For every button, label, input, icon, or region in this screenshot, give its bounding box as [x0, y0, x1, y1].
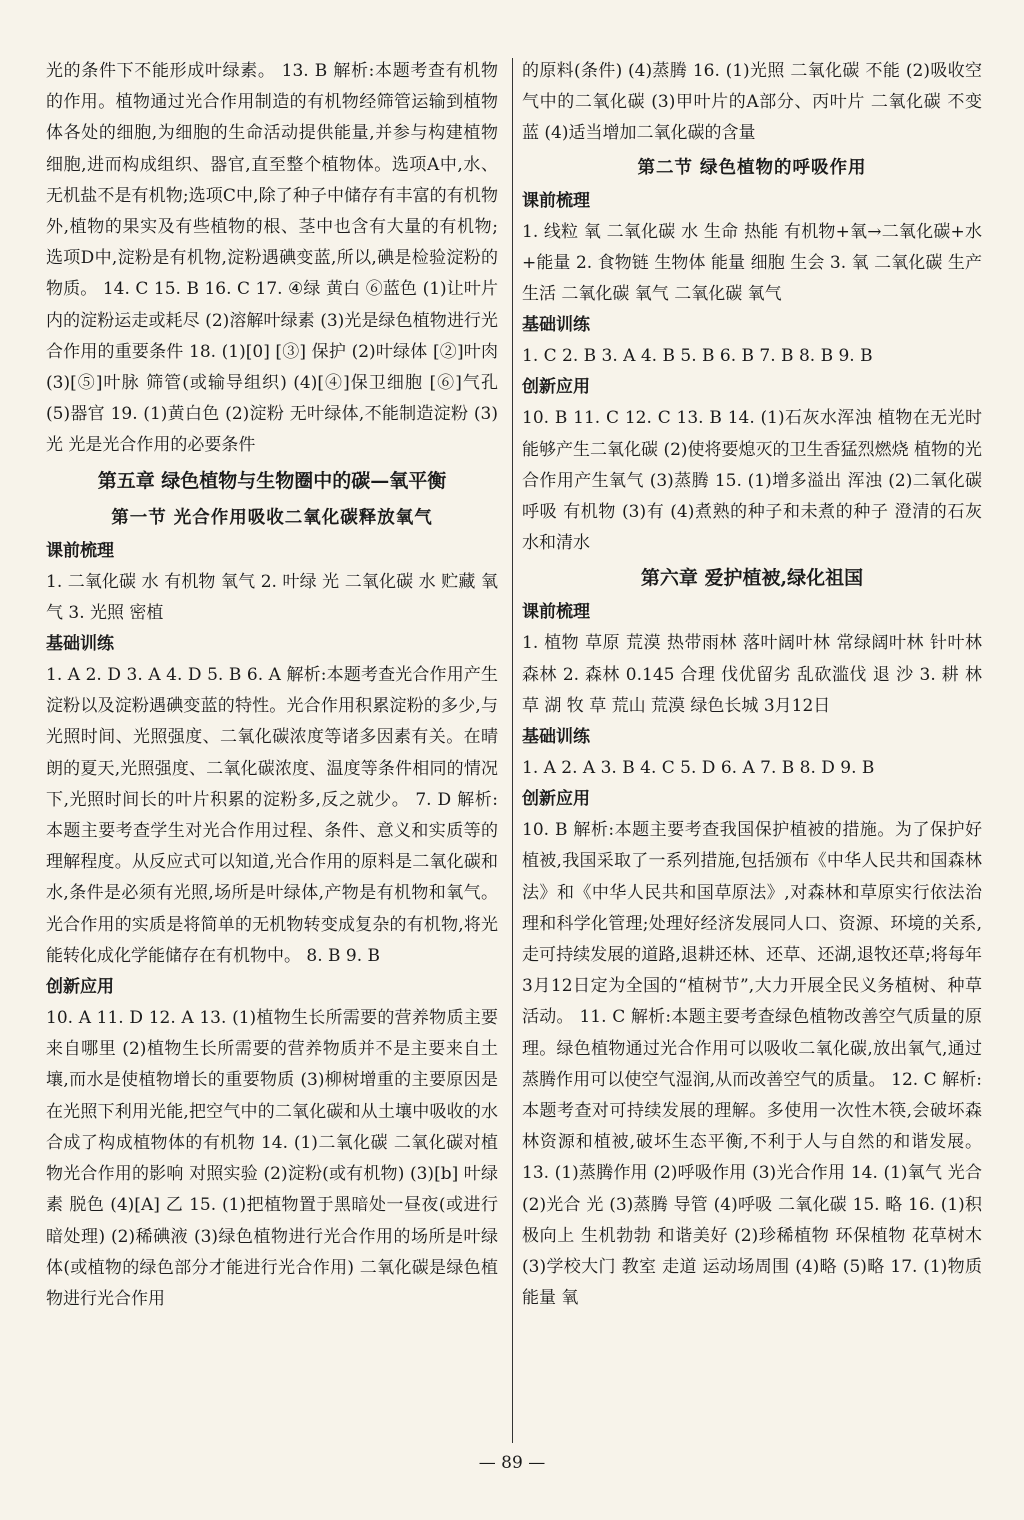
section-heading: 第一节 光合作用吸收二氧化碳释放氧气	[111, 507, 433, 528]
section-heading: 第二节 绿色植物的呼吸作用	[637, 157, 867, 178]
paragraph: 10. B 11. C 12. C 13. B 14. (1)石灰水浑浊 植物在无光时能够产生二氧化碳 (2)使将要熄灭的卫生香猛烈燃烧 植物的光合作用产生氧气 (3)蒸腾 15. (1)增多溢出 浑浊 (2)二氧化碳 呼吸 有机物 (3)有 (4)煮熟的种子和未煮的种子 澄清的石灰水和清水	[522, 408, 982, 554]
paragraph: 10. A 11. D 12. A 13. (1)植物生长所需要的营养物质主要来自哪里 (2)植物生长所需要的营养物质并不是主要来自土壤,而水是使植物增长的重要物质 (3)柳树增重的主要原因是在光照下利用光能,把空气中的二氧化碳和从土壤中吸收的水合成了构成植物体的有机物 14. (1)二氧化碳 二氧化碳对植物光合作用的影响 对照实验 (2)淀粉(或有机物) (3)[b] 叶绿素 脱色 (4)[A] 乙 15. (1)把植物置于黑暗处一昼夜(或进行暗处理) (2)稀碘液 (3)绿色植物进行光合作用的场所是叶绿体(或植物的绿色部分才能进行光合作用) 二氧化碳是绿色植物进行光合作用	[46, 1008, 498, 1309]
subsection-heading: 创新应用	[522, 377, 590, 398]
subsection-heading: 课前梳理	[46, 540, 114, 561]
paragraph: 1. A 2. D 3. A 4. D 5. B 6. A 解析:本题考查光合作用产生淀粉以及淀粉遇碘变蓝的特性。光合作用积累淀粉的多少,与光照时间、光照强度、二氧化碳浓度等诸多因素有关。在晴朗的夏天,光照强度、二氧化碳浓度、温度等条件相同的情况下,光照时间长的叶片积累的淀粉多,反之就少。 7. D 解析:本题主要考查学生对光合作用过程、条件、意义和实质等的理解程度。从反应式可以知道,光合作用的原料是二氧化碳和水,条件是必须有光照,场所是叶绿体,产物是有机物和氧气。光合作用的实质是将简单的无机物转变成复杂的有机物,将光能转化成化学能储存在有机物中。 8. B 9. B	[46, 665, 498, 966]
subsection-heading: 课前梳理	[522, 190, 590, 211]
paragraph: 1. 植物 草原 荒漠 热带雨林 落叶阔叶林 常绿阔叶林 针叶林 森林 2. 森林 0.145 合理 伐优留劣 乱砍滥伐 退 沙 3. 耕 林 草 湖 牧 草 荒山 荒漠 绿色长城 3月12日	[522, 633, 982, 716]
subsection-heading: 基础训练	[46, 634, 114, 655]
paragraph: 10. B 解析:本题主要考查我国保护植被的措施。为了保护好植被,我国采取了一系列措施,包括颁布《中华人民共和国森林法》和《中华人民共和国草原法》,对森林和草原实行依法治理和科学化管理;处理好经济发展同人口、资源、环境的关系,走可持续发展的道路,退耕还林、还草、还湖,退牧还草;将每年3月12日定为全国的“植树节”,大力开展全民义务植树、种草活动。 11. C 解析:本题主要考查绿色植物改善空气质量的原理。绿色植物通过光合作用可以吸收二氧化碳,放出氧气,通过蒸腾作用可以使空气湿润,从而改善空气的质量。 12. C 解析:本题考查对可持续发展的理解。多使用一次性木筷,会破坏森林资源和植被,破坏生态平衡,不利于人与自然的和谐发展。 13. (1)蒸腾作用 (2)呼吸作用 (3)光合作用 14. (1)氧气 光合 (2)光合 光 (3)蒸腾 导管 (4)呼吸 二氧化碳 15. 略 16. (1)积极向上 生机勃勃 和谐美好 (2)珍稀植物 环保植物 花草树木 (3)学校大门 教室 走道 运动场周围 (4)略 (5)略 17. (1)物质 能量 氧	[522, 820, 982, 1309]
paragraph: 1. 线粒 氧 二氧化碳 水 生命 热能 有机物+氧→二氧化碳+水+能量 2. 食物链 生物体 能量 细胞 生会 3. 氧 二氧化碳 生产 生活 二氧化碳 氧气 二氧化碳 氧气	[522, 221, 982, 305]
chapter-heading: 第五章 绿色植物与生物圈中的碳—氧平衡	[97, 469, 447, 492]
page-number: — 89 —	[478, 1453, 546, 1473]
subsection-heading: 基础训练	[522, 727, 590, 748]
right-column	[522, 56, 982, 1315]
paragraph: 1. 二氧化碳 水 有机物 氧气 2. 叶绿 光 二氧化碳 水 贮藏 氧气 3. 光照 密植	[46, 571, 498, 623]
left-column	[46, 56, 498, 1315]
subsection-heading: 课前梳理	[522, 602, 590, 623]
subsection-heading: 基础训练	[522, 315, 590, 336]
subsection-heading: 创新应用	[46, 977, 114, 998]
column-divider	[512, 58, 513, 1443]
paragraph: 1. C 2. B 3. A 4. B 5. B 6. B 7. B 8. B 9. B	[522, 346, 873, 367]
paragraph: 1. A 2. A 3. B 4. C 5. D 6. A 7. B 8. D 9. B	[522, 758, 875, 779]
subsection-heading: 创新应用	[522, 789, 590, 810]
paragraph: 的原料(条件) (4)蒸腾 16. (1)光照 二氧化碳 不能 (2)吸收空气中的二氧化碳 (3)甲叶片的A部分、丙叶片 二氧化碳 不变蓝 (4)适当增加二氧化碳的含量	[522, 61, 982, 144]
chapter-heading: 第六章 爱护植被,绿化祖国	[640, 567, 864, 590]
paragraph: 光的条件下不能形成叶绿素。 13. B 解析:本题考查有机物的作用。植物通过光合作用制造的有机物经筛管运输到植物体各处的细胞,为细胞的生命活动提供能量,并参与构建植物细胞,进而构成组织、器官,直至整个植物体。选项A中,水、无机盐不是有机物;选项C中,除了种子中储存有丰富的有机物外,植物的果实及有些植物的根、茎中也含有大量的有机物;选项D中,淀粉是有机物,淀粉遇碘变蓝,所以,碘是检验淀粉的物质。 14. C 15. B 16. C 17. ④绿 黄白 ⑥蓝色 (1)让叶片内的淀粉运走或耗尽 (2)溶解叶绿素 (3)光是绿色植物进行光合作用的重要条件 18. (1)[0] [③] 保护 (2)叶绿体 [②]叶肉 (3)[⑤]叶脉 筛管(或输导组织) (4)[④]保卫细胞 [⑥]气孔 (5)器官 19. (1)黄白色 (2)淀粉 无叶绿体,不能制造淀粉 (3)光 光是光合作用的必要条件	[46, 61, 498, 456]
